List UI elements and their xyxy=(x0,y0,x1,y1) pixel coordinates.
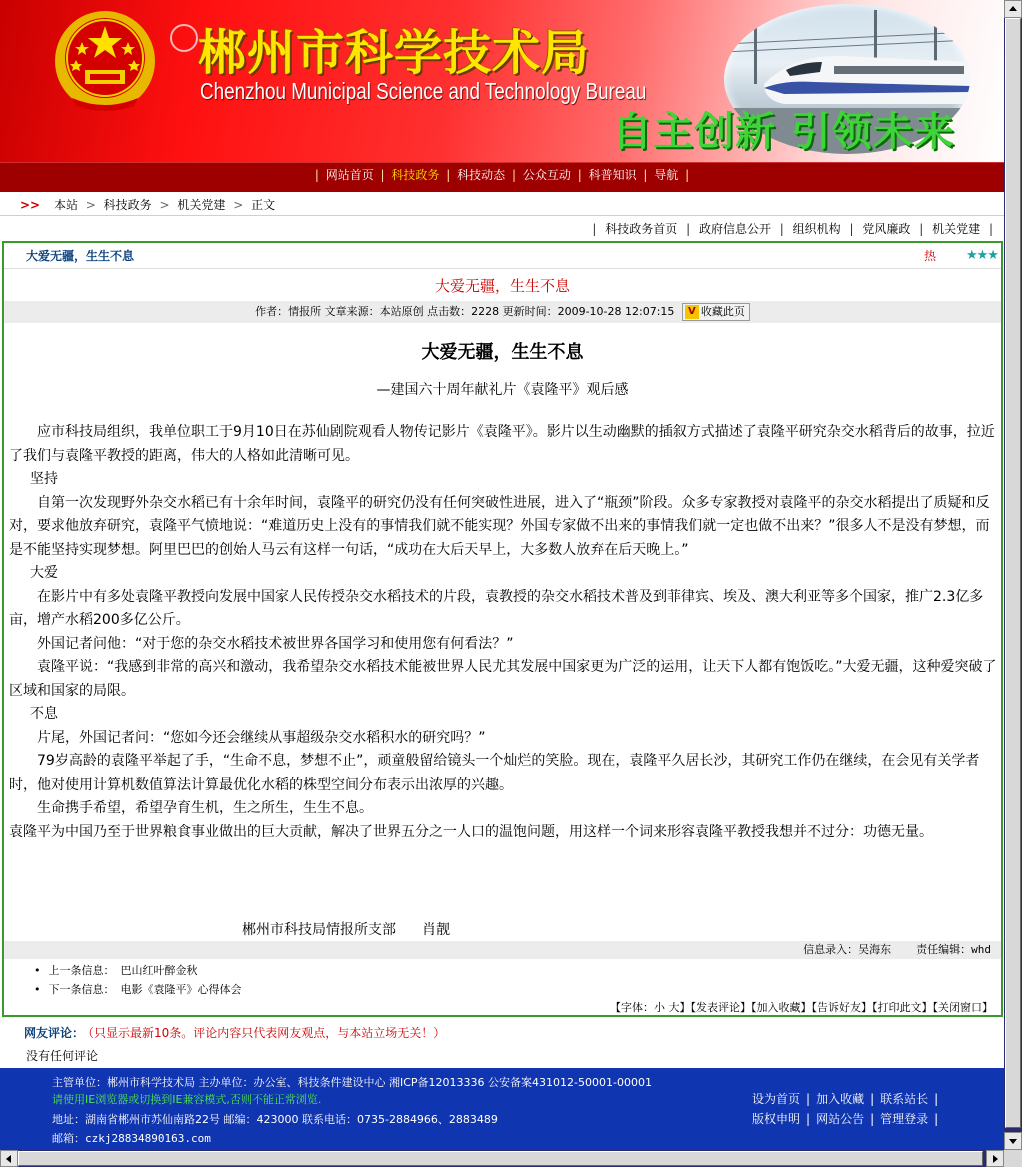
sub-navigation: | 科技政务首页 | 政府信息公开 | 组织机构 | 党风廉政 | 机关党建 | xyxy=(592,222,993,236)
footer-browser-notice: 请使用IE浏览器或切换到IE兼容模式,否则不能正常浏览. xyxy=(52,1093,322,1106)
breadcrumb: >> 本站 > 科技政务 > 机关党建 > 正文 xyxy=(0,194,1004,216)
paragraph: 79岁高龄的袁隆平举起了手，“生命不息，梦想不止”，顽童般留给镜头一个灿烂的笑脸。现在，袁隆平久居长沙，其研究工作仍在继续，在会见有关学者时，他对使用计算机数值算法计算最优化水稻的株型空间分布表示出浓厚的兴趣。 xyxy=(9,753,980,793)
font-large-button[interactable]: 大 xyxy=(668,1001,680,1014)
paragraph: 应市科技局组织，我单位职工于9月10日在苏仙剧院观看人物传记影片《袁隆平》。影片以生动幽默的插叙方式描述了袁隆平研究杂交水稻背后的故事，拉近了我们与袁隆平教授的距离，伟大的人格如此清晰可见。 xyxy=(9,424,995,464)
banner-slogan: 自主创新 引领未来 xyxy=(612,109,955,155)
site-notice-link[interactable]: 网站公告 xyxy=(816,1112,865,1126)
paragraph: 外国记者问他：“对于您的杂交水稻技术被世界各国学习和使用您有何看法？” xyxy=(37,635,514,652)
post-comment-button[interactable]: 【发表评论】 xyxy=(690,1001,751,1014)
subnav-integrity[interactable]: 党风廉政 xyxy=(862,222,911,236)
nav-sci-tech-news[interactable]: 科技动态 xyxy=(457,168,506,182)
footer-email: 邮箱：czkj28834890163.com xyxy=(52,1132,211,1145)
subnav-affairs-home[interactable]: 科技政务首页 xyxy=(605,222,678,236)
scroll-down-icon[interactable] xyxy=(1004,1132,1022,1150)
breadcrumb-item-site[interactable]: 本站 xyxy=(53,198,78,212)
comments-header xyxy=(24,1024,445,1041)
article-header-bar xyxy=(4,243,1001,269)
main-navigation: | 网站首页 | 科技政务 | 科技动态 | 公众互动 | 科普知识 | 导航 | xyxy=(0,162,1004,192)
footer-links-row-2: 版权申明 | 网站公告 | 管理登录 | xyxy=(752,1112,939,1126)
subnav-party-building[interactable]: 机关党建 xyxy=(932,222,981,236)
signature-name: 肖靓 xyxy=(422,922,450,938)
hot-badge: 热 xyxy=(924,249,937,263)
subnav-gov-info[interactable]: 政府信息公开 xyxy=(698,222,771,236)
section-heading: 不息 xyxy=(30,706,58,722)
article-header-title: 大爱无疆，生生不息 xyxy=(26,249,135,263)
nav-navigation[interactable]: 导航 xyxy=(654,168,679,182)
scrollbar-corner xyxy=(1004,1150,1022,1167)
subnav-organization[interactable]: 组织机构 xyxy=(792,222,841,236)
site-title-english: Chenzhou Municipal Science and Technology Bureau xyxy=(200,78,647,104)
section-heading: 大爱 xyxy=(30,565,58,581)
horizontal-scrollbar[interactable] xyxy=(0,1150,1004,1167)
scroll-right-icon[interactable] xyxy=(986,1150,1004,1167)
footer-address: 地址：湖南省郴州市苏仙南路22号 邮编：423000 联系电话：0735-2884966、2883489 xyxy=(52,1113,498,1126)
horizontal-scroll-thumb[interactable] xyxy=(18,1151,983,1166)
print-button[interactable]: 【打印此文】 xyxy=(872,1001,933,1014)
paragraph: 生命携手希望，希望孕育生机，生之所生，生生不息。 xyxy=(37,800,373,816)
footer-sponsor: 主管单位：郴州市科学技术局 主办单位：办公室、科技条件建设中心 湘ICP备12013336 公安备案431012-50001-00001 xyxy=(52,1076,652,1089)
font-small-button[interactable]: 小 xyxy=(654,1001,665,1014)
article-subtitle: —建国六十周年献礼片《袁隆平》观后感 xyxy=(376,382,629,398)
footer-links-row-1: 设为首页 | 加入收藏 | 联系站长 | xyxy=(752,1092,939,1106)
nav-public-interaction[interactable]: 公众互动 xyxy=(522,168,571,182)
section-heading: 坚持 xyxy=(30,471,58,487)
no-comments-text: 没有任何评论 xyxy=(26,1049,99,1063)
article-meta: 作者：情报所 文章来源：本站原创 点击数：2228 更新时间：2009-10-28 12:07:15 V 收藏此页 xyxy=(4,301,1001,323)
vertical-scrollbar[interactable] xyxy=(1004,0,1022,1150)
rating-stars-icon: ★★★ xyxy=(966,248,998,263)
breadcrumb-item-party[interactable]: 机关党建 xyxy=(177,198,226,212)
national-emblem-logo xyxy=(52,8,158,114)
breadcrumb-item-affairs[interactable]: 科技政务 xyxy=(103,198,152,212)
nav-sci-tech-affairs[interactable]: 科技政务 xyxy=(391,168,440,182)
v-icon: V xyxy=(685,305,699,319)
add-favorite-link[interactable]: 加入收藏 xyxy=(816,1092,865,1106)
list-item: • 上一条信息： 巴山红叶醉金秋 xyxy=(34,961,242,980)
paragraph: 袁隆平为中国乃至于世界粮食事业做出的巨大贡献，解决了世界五分之一人口的温饱问题，用这样一个词来形容袁隆平教授我想并不过分：功德无量。 xyxy=(9,823,933,840)
paragraph: 在影片中有多处袁隆平教授向发展中国家人民传授杂交水稻技术的片段，袁教授的杂交水稻技术普及到菲律宾、埃及、澳大利亚等多个国家，推广2.3亿多亩，增产水稻200多亿公斤。 xyxy=(9,588,984,628)
vertical-scroll-thumb[interactable] xyxy=(1005,18,1021,1128)
prev-article-link[interactable]: 巴山红叶醉金秋 xyxy=(120,964,198,977)
responsible-editor: whd xyxy=(971,943,991,956)
nav-home[interactable]: 网站首页 xyxy=(325,168,374,182)
nav-popular-science[interactable]: 科普知识 xyxy=(588,168,637,182)
paragraph: 片尾，外国记者问：“您如今还会继续从事超级杂交水稻积水的研究吗？” xyxy=(37,729,486,746)
article-title-red: 大爱无疆，生生不息 xyxy=(434,277,570,295)
next-article-link[interactable]: 电影《袁隆平》心得体会 xyxy=(120,983,242,996)
scroll-up-icon[interactable] xyxy=(1004,0,1022,18)
breadcrumb-arrows-icon: >> xyxy=(20,198,41,212)
tell-friend-button[interactable]: 【告诉好友】 xyxy=(811,1001,872,1014)
signature-org: 郴州市科技局情报所支部 xyxy=(242,922,396,938)
article-title: 大爱无疆，生生不息 xyxy=(421,342,584,363)
comments-note: （只显示最新10条。评论内容只代表网友观点，与本站立场无关！） xyxy=(88,1026,446,1040)
prev-next-list xyxy=(34,961,242,999)
bookmark-page-button[interactable]: V 收藏此页 xyxy=(682,303,750,321)
article-tools: 【字体：小 大】【发表评论】【加入收藏】【告诉好友】【打印此文】【关闭窗口】 xyxy=(610,1001,993,1014)
article-signature xyxy=(242,919,450,939)
site-title-chinese: 郴州市科学技术局 xyxy=(198,25,591,81)
site-banner xyxy=(0,0,1004,162)
scroll-left-icon[interactable] xyxy=(0,1150,18,1167)
breadcrumb-item-current: 正文 xyxy=(251,198,276,212)
article-container xyxy=(2,241,1003,1017)
meta-source: 本站原创 xyxy=(379,305,424,318)
editor-info: 信息录入：吴海东 责任编辑：whd xyxy=(4,941,1001,959)
paragraph: 自第一次发现野外杂交水稻已有十余年时间，袁隆平的研究仍没有任何突破性进展，进入了“瓶颈”阶段。众多专家教授对袁隆平的杂交水稻提出了质疑和反对，要求他放弃研究，袁隆平气愤地说：“难道历史上没有的事情我们就不能实现？外国专家做不出来的事情我们就一定也做不出来？”很多人不是没有梦想，而是不能坚持实现梦想。阿里巴巴的创始人马云有这样一句话，“成功在大后天早上，大多数人放弃在后天晚上。” xyxy=(9,494,990,558)
paragraph: 袁隆平说：“我感到非常的高兴和激动，我希望杂交水稻技术能被世界人民尤其发展中国家更为广泛的运用，让天下人都有饱饭吃。”大爱无疆，这种爱突破了区域和国家的局限。 xyxy=(9,659,997,699)
admin-login-link[interactable]: 管理登录 xyxy=(880,1112,929,1126)
meta-author: 情报所 xyxy=(288,305,322,318)
set-homepage-link[interactable]: 设为首页 xyxy=(752,1092,801,1106)
meta-updated: 2009-10-28 12:07:15 xyxy=(557,305,675,318)
list-item: • 下一条信息： 电影《袁隆平》心得体会 xyxy=(34,980,242,999)
meta-clicks: 2228 xyxy=(471,305,500,318)
decor-circle xyxy=(170,24,198,52)
copyright-link[interactable]: 版权申明 xyxy=(752,1112,801,1126)
add-favorite-button[interactable]: 【加入收藏】 xyxy=(751,1001,812,1014)
article-body xyxy=(9,421,997,844)
info-input-by: 吴海东 xyxy=(858,943,892,956)
contact-admin-link[interactable]: 联系站长 xyxy=(880,1092,929,1106)
close-window-button[interactable]: 【关闭窗口】 xyxy=(932,1001,993,1014)
comments-label: 网友评论： xyxy=(24,1026,85,1040)
site-footer xyxy=(0,1068,1004,1150)
